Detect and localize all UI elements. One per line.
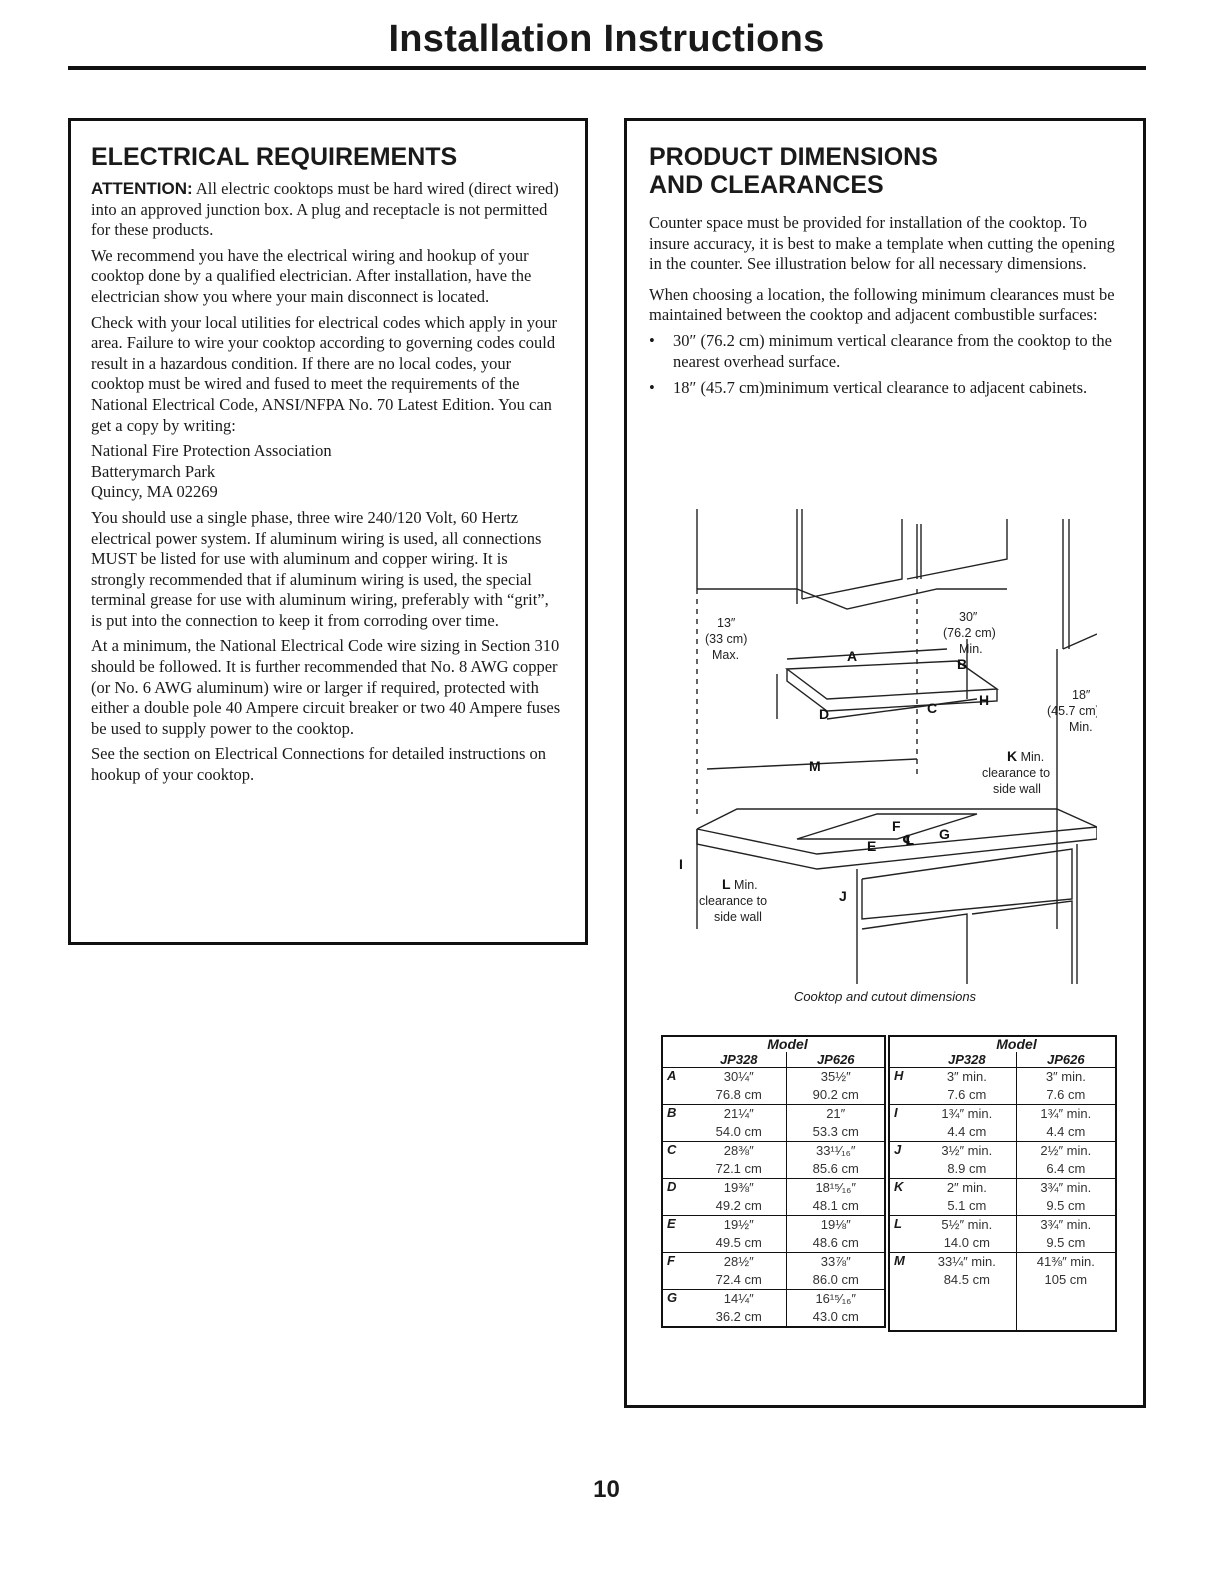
label-f: F [892, 818, 901, 834]
value-cm: 43.0 cm [812, 1309, 859, 1324]
dimensions-paragraph-1: Counter space must be provided for installation of the cooktop. To insure accuracy, it is best to make a template when cutting the opening in the counter. See illustration below for all necessary dimensions. [649, 213, 1115, 274]
label-i: I [679, 856, 683, 872]
jp328-value [691, 1179, 787, 1216]
jp328-value [918, 1068, 1016, 1105]
value-cm: 8.9 cm [947, 1161, 987, 1176]
label-13in: 13″ [717, 616, 736, 630]
value-cm: 5.1 cm [947, 1198, 987, 1213]
value-cm: 90.2 cm [812, 1087, 859, 1102]
value-cm: 105 cm [1044, 1272, 1088, 1287]
value-cm: 4.4 cm [947, 1124, 987, 1139]
value-inches: 14¼″ [723, 1291, 754, 1306]
label-a: A [847, 648, 858, 664]
value-inches: 1¾″ min. [941, 1106, 993, 1121]
cutout-opening [797, 814, 977, 839]
dim-line-a [787, 649, 947, 659]
label-e: E [867, 838, 877, 854]
value-cm: 72.4 cm [715, 1272, 762, 1287]
value-cm: 49.5 cm [715, 1235, 762, 1250]
value-inches: 21″ [826, 1106, 846, 1121]
jp328-value [918, 1179, 1016, 1216]
value-inches: 3¾″ min. [1040, 1180, 1092, 1195]
row-letter: B [662, 1105, 691, 1142]
row-letter: C [662, 1142, 691, 1179]
jp626-value [1016, 1105, 1116, 1142]
table-row [889, 1068, 1116, 1105]
label-b: B [957, 656, 968, 672]
value-inches: 41⅜″ min. [1036, 1254, 1095, 1269]
value-inches: 35½″ [820, 1069, 851, 1084]
value-inches: 33⅞″ [820, 1254, 851, 1269]
value-inches: 16¹⁵⁄₁₆″ [815, 1291, 857, 1306]
jp626-value [1016, 1253, 1116, 1290]
product-dimensions-section [624, 118, 1146, 1408]
attention-paragraph [91, 179, 563, 241]
row-letter: L [889, 1216, 918, 1253]
jp626-value [787, 1179, 885, 1216]
jp328-value [918, 1105, 1016, 1142]
bullet-icon: • [649, 378, 655, 398]
value-inches: 28⅜″ [723, 1143, 754, 1158]
label-l-min: L Min. [722, 876, 758, 892]
label-centerline: ℄ [902, 832, 915, 848]
value-inches: 28½″ [723, 1254, 754, 1269]
table-row [889, 1179, 1116, 1216]
value-cm: 72.1 cm [715, 1161, 762, 1176]
value-cm: 14.0 cm [943, 1235, 990, 1250]
jp328-value [691, 1142, 787, 1179]
dimensions-heading [649, 143, 1123, 199]
base-door-left [862, 914, 967, 984]
table-row [662, 1105, 885, 1142]
jp626-value [787, 1142, 885, 1179]
label-j: J [839, 888, 847, 904]
label-k-clearance: clearance to [982, 766, 1051, 780]
label-c: C [927, 700, 938, 716]
value-inches: 1¾″ min. [1040, 1106, 1092, 1121]
value-inches: 2″ min. [946, 1180, 987, 1195]
value-inches: 18¹⁵⁄₁₆″ [815, 1180, 857, 1195]
table-row [889, 1216, 1116, 1253]
jp328-value [691, 1068, 787, 1105]
label-13cm: (33 cm) [705, 632, 748, 646]
jp328-value [691, 1105, 787, 1142]
value-inches: 19⅜″ [723, 1180, 754, 1195]
table-row [662, 1290, 885, 1328]
value-cm: 9.5 cm [1046, 1198, 1086, 1213]
model-header: Model [996, 1036, 1037, 1052]
model-header: Model [767, 1036, 808, 1052]
table-row [889, 1253, 1116, 1290]
cooktop-installation-diagram [677, 509, 1097, 984]
value-inches: 19⅛″ [820, 1217, 851, 1232]
upper-cabinet-bottom [697, 589, 1007, 609]
table-row [662, 1068, 885, 1105]
tall-cabinet-bottom [1063, 634, 1097, 649]
label-d: D [819, 706, 830, 722]
label-h: H [979, 692, 990, 708]
label-k-min: K Min. [1007, 748, 1045, 764]
column-jp328: JP328 [691, 1052, 787, 1068]
label-18-min: Min. [1069, 720, 1093, 734]
electrical-paragraph-2: Check with your local utilities for electrical codes which apply in your area. Failure to wire your cooktop according to governing codes could result in a hazardous condition. If there are no local codes, your cooktop must be wired and fused to meet the requirements of the National Electrical Code, ANSI/NFPA No. 70 Latest Edition. You can get a copy by writing: [91, 312, 557, 435]
row-letter: M [889, 1253, 918, 1290]
electrical-heading: ELECTRICAL REQUIREMENTS [91, 143, 458, 171]
value-inches: 30¼″ [723, 1069, 754, 1084]
value-cm: 36.2 cm [715, 1309, 762, 1324]
row-letter: A [667, 1068, 677, 1083]
column-jp328: JP328 [918, 1052, 1016, 1068]
page-number: 10 [593, 1476, 620, 1503]
jp626-value [1016, 1142, 1116, 1179]
value-inches: 3″ min. [946, 1069, 987, 1084]
attention-label: ATTENTION: [91, 179, 193, 198]
diagram-caption: Cooktop and cutout dimensions [793, 989, 977, 1004]
electrical-requirements-section [68, 118, 588, 945]
jp328-value [691, 1253, 787, 1290]
value-inches: 3″ min. [1045, 1069, 1086, 1084]
table-row [662, 1142, 885, 1179]
value-inches: 21¼″ [723, 1106, 754, 1121]
label-l-side-wall: side wall [714, 910, 762, 924]
label-30in: 30″ [959, 610, 978, 624]
value-inches: 33¹¹⁄₁₆″ [815, 1143, 856, 1158]
value-inches: 2½″ min. [1040, 1143, 1092, 1158]
cooktop-edge [787, 669, 997, 711]
column-jp626: JP626 [1016, 1052, 1116, 1068]
value-cm: 86.0 cm [812, 1272, 859, 1287]
row-letter: I [889, 1105, 918, 1142]
jp328-value [691, 1216, 787, 1253]
address-line: Quincy, MA 02269 [91, 482, 218, 502]
electrical-paragraph-3: You should use a single phase, three wire 240/120 Volt, 60 Hertz electrical power system. If aluminum wiring is used, all connections MUST be listed for use with aluminum and copper wiring. It is strongly recommended that if aluminum wiring is used, the special terminal grease for use with aluminum wiring, preferably with “grit”, is put into the connection to keep it from corroding over time. [91, 507, 549, 630]
value-cm: 53.3 cm [812, 1124, 859, 1139]
value-inches: 3¾″ min. [1040, 1217, 1092, 1232]
dimensions-heading-line-1: PRODUCT DIMENSIONS [649, 143, 938, 171]
value-inches: 33¼″ min. [937, 1254, 996, 1269]
empty-row [889, 1289, 1116, 1331]
value-cm: 6.4 cm [1046, 1161, 1086, 1176]
value-cm: 85.6 cm [812, 1161, 859, 1176]
page-title: Installation Instructions [388, 18, 825, 60]
dimensions-paragraph-2: When choosing a location, the following minimum clearances must be maintained between the cooktop and adjacent combustible surfaces: [649, 284, 1115, 325]
row-letter: E [662, 1216, 691, 1253]
jp626-value [1016, 1216, 1116, 1253]
jp328-value [691, 1290, 787, 1328]
jp626-value [787, 1105, 885, 1142]
jp626-value [1016, 1068, 1116, 1105]
clearance-bullet [649, 331, 1123, 372]
row-letter: J [889, 1142, 918, 1179]
value-cm: 84.5 cm [943, 1272, 990, 1287]
jp626-value [787, 1068, 885, 1105]
jp626-value [787, 1216, 885, 1253]
value-cm: 48.6 cm [812, 1235, 859, 1250]
drawer-front [862, 849, 1072, 919]
table-row [662, 1216, 885, 1253]
value-inches: 19½″ [723, 1217, 754, 1232]
left-table-body [662, 1068, 885, 1328]
jp626-value [1016, 1179, 1116, 1216]
value-inches: 5½″ min. [941, 1217, 993, 1232]
bullet-icon: • [649, 330, 655, 350]
jp328-value [918, 1142, 1016, 1179]
value-cm: 4.4 cm [1046, 1124, 1086, 1139]
dimension-table-right [888, 1035, 1117, 1332]
label-k-side-wall: side wall [993, 782, 1041, 796]
label-30-min: Min. [959, 642, 983, 656]
label-18cm: (45.7 cm) [1047, 704, 1097, 718]
table-row [662, 1179, 885, 1216]
table-row [889, 1105, 1116, 1142]
address-line: National Fire Protection Association [91, 441, 332, 461]
row-letter: F [662, 1253, 691, 1290]
value-cm: 7.6 cm [947, 1087, 987, 1102]
jp626-value [787, 1290, 885, 1328]
row-letter: D [662, 1179, 691, 1216]
electrical-paragraph-5: See the section on Electrical Connections for detailed instructions on hookup of your cooktop. [91, 744, 546, 785]
electrical-paragraph-4: At a minimum, the National Electrical Code wire sizing in Section 310 should be followed. It is further recommended that No. 8 AWG copper (or No. 6 AWG aluminum) wire or larger if required, protected with either a double pole 40 Ampere circuit breaker or two 40 Ampere fuses be used to supply power to the cooktop. [91, 636, 561, 738]
row-letter: G [662, 1290, 691, 1328]
jp328-value [918, 1253, 1016, 1290]
cabinet-door-left [802, 519, 902, 599]
table-row [889, 1142, 1116, 1179]
label-max: Max. [712, 648, 740, 662]
label-l-clearance: clearance to [699, 894, 768, 908]
bullet-text: 30″ (76.2 cm) minimum vertical clearance from the cooktop to the nearest overhead surface. [673, 330, 1112, 371]
dimension-table-left [661, 1035, 886, 1328]
table-row [662, 1253, 885, 1290]
label-g: G [939, 826, 950, 842]
title-rule [68, 66, 1146, 70]
right-table-body [889, 1068, 1116, 1332]
jp328-value [918, 1216, 1016, 1253]
value-inches: 3½″ min. [941, 1143, 993, 1158]
row-letter: K [889, 1179, 918, 1216]
label-18in: 18″ [1072, 688, 1091, 702]
cooktop-diagram-svg [677, 509, 1097, 984]
bullet-text: 18″ (45.7 cm)minimum vertical clearance to adjacent cabinets. [673, 378, 1088, 398]
clearance-bullet [649, 378, 1123, 399]
label-m: M [809, 758, 821, 774]
column-jp626: JP626 [787, 1052, 885, 1068]
value-cm: 9.5 cm [1046, 1235, 1086, 1250]
attention-text: All electric cooktops must be hard wired (direct wired) into an approved junction box. A plug and receptacle is not permitted for these products. [91, 179, 559, 240]
nfpa-address [91, 441, 563, 503]
jp626-value [787, 1253, 885, 1290]
address-line: Batterymarch Park [91, 461, 216, 481]
label-30cm: (76.2 cm) [943, 626, 996, 640]
row-letter: H [894, 1068, 904, 1083]
value-cm: 7.6 cm [1046, 1087, 1086, 1102]
value-cm: 49.2 cm [715, 1198, 762, 1213]
value-cm: 76.8 cm [715, 1087, 762, 1102]
value-cm: 48.1 cm [812, 1198, 859, 1213]
value-cm: 54.0 cm [715, 1124, 762, 1139]
dimensions-heading-line-2: AND CLEARANCES [649, 171, 884, 199]
cabinet-door-right [907, 519, 1007, 579]
electrical-paragraph-1: We recommend you have the electrical wiring and hookup of your cooktop done by a qualified electrician. After installation, have the electrician show you where your main disconnect is located. [91, 245, 532, 306]
